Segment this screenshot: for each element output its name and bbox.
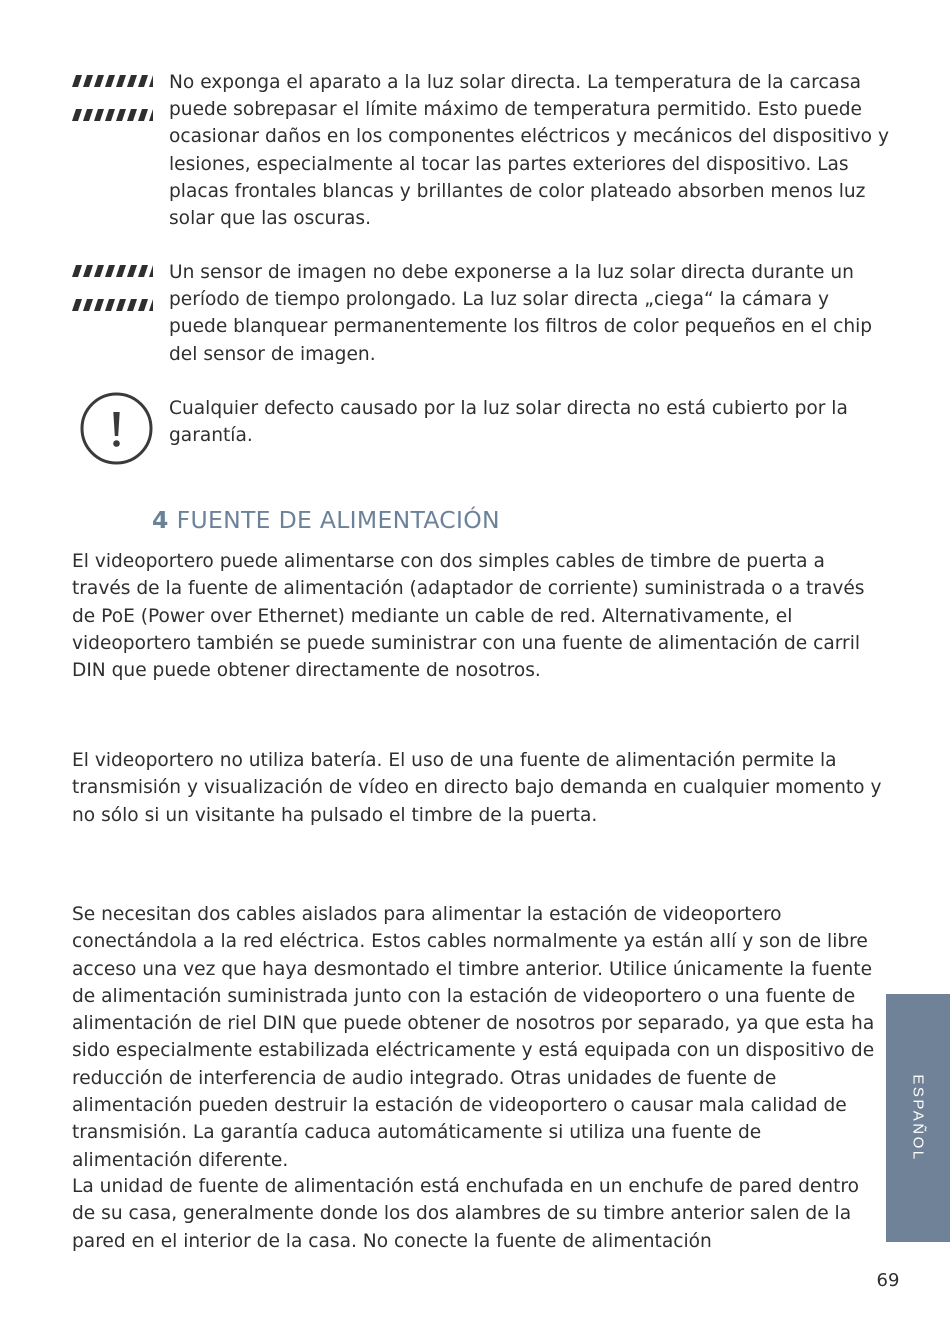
body-paragraph: Se necesitan dos cables aislados para alimentar la estación de videoportero conectándola a la red eléctrica. Estos cables normalmente ya están allí y son de libre acceso una vez que haya desmontado el timbre anterior. Utilice únicamente la fuente de alimentación suministrada junto con la estación de videoportero o una fuente de alimentación de riel DIN que puede obtener de nosotros por separado, ya que esta ha sido especialmente estabilizada eléctricamente y está equipada con un dispositivo de reducción de interferencia de audio integrado. Otras unidades de fuente de alimentación pueden destruir la estación de videoportero o causar mala calidad de transmisión. La garantía caduca automáticamente si utiliza una fuente de alimentación diferente. xyxy=(72,904,875,1171)
section-title-text: FUENTE DE ALIMENTACIÓN xyxy=(176,506,500,534)
section-heading xyxy=(152,506,500,534)
hazard-stripe-icon xyxy=(72,265,153,277)
page-number: 69 xyxy=(876,1270,900,1291)
section-number: 4 xyxy=(152,506,169,534)
body-paragraph: La unidad de fuente de alimentación está enchufada en un enchufe de pared dentro de su casa, generalmente donde los dos alambres de su timbre anterior salen de la pared en el interior de la casa. No conecte la fuente de alimentación xyxy=(72,1176,859,1252)
body-paragraph: El videoportero no utiliza batería. El uso de una fuente de alimentación permite la transmisión y visualización de vídeo en directo bajo demanda en cualquier momento y no sólo si un visitante ha pulsado el timbre de la puerta. xyxy=(72,750,882,826)
hazard-stripe-icon xyxy=(72,299,153,311)
notice-image-sensor xyxy=(72,259,880,369)
notice-text: Un sensor de imagen no debe exponerse a la luz solar directa durante un período de tiempo prolongado. La luz solar directa „ciega“ la cámara y puede blanquear permanentemente los filtros de color pequeños en el chip del sensor de imagen. xyxy=(169,262,873,365)
language-tab-label: ESPAÑOL xyxy=(909,1074,927,1162)
hazard-stripe-icon xyxy=(72,109,153,121)
body-paragraph: El videoportero puede alimentarse con dos simples cables de timbre de puerta a través de la fuente de alimentación (adaptador de corriente) suministrada o a través de PoE (Power over Ethernet) mediante un cable de red. Alternativamente, el videoportero también se puede suministrar con una fuente de alimentación de carril DIN que puede obtener directamente de nosotros. xyxy=(72,551,865,682)
notice-warranty xyxy=(72,392,880,468)
language-side-tab xyxy=(886,994,950,1242)
notice-sunlight-housing xyxy=(72,69,889,234)
notice-text: Cualquier defecto causado por la luz solar directa no está cubierto por la garantía. xyxy=(169,398,848,447)
notice-text: No exponga el aparato a la luz solar directa. La temperatura de la carcasa puede sobrepasar el límite máximo de temperatura permitido. Esto puede ocasionar daños en los componentes eléctricos y mecánicos del dispositivo y lesiones, especialmente al tocar las partes exteriores del dispositivo. Las placas frontales blancas y brillantes de color plateado absorben menos luz solar que las oscuras. xyxy=(169,72,889,230)
exclamation-circle-icon xyxy=(80,392,153,469)
hazard-stripe-icon xyxy=(72,75,153,87)
